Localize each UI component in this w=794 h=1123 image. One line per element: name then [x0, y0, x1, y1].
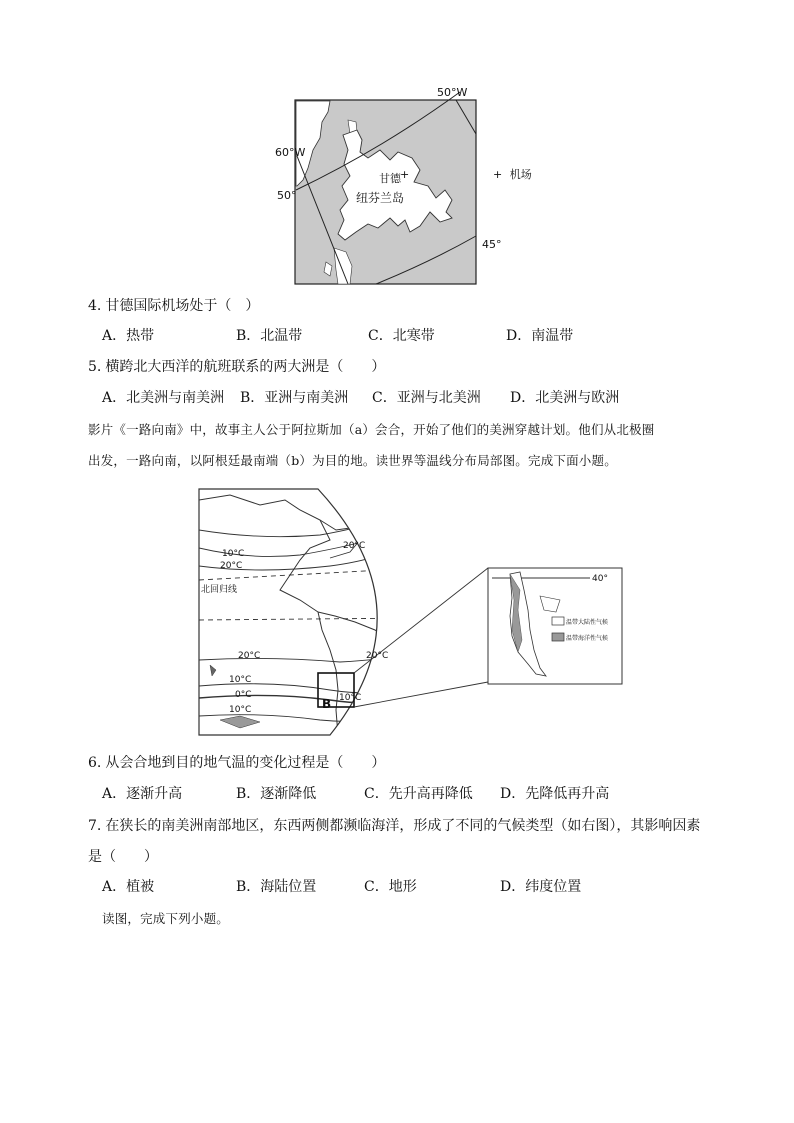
q6-option-a[interactable]: A．逐渐升高: [102, 786, 183, 802]
q5-option-a[interactable]: A．北美洲与南美洲: [102, 390, 225, 406]
q5-option-b[interactable]: B．亚洲与南美洲: [240, 390, 349, 406]
airport-legend-label: 机场: [509, 168, 532, 181]
q7-option-b[interactable]: B．海陆位置: [236, 879, 317, 895]
q5-option-c[interactable]: C．亚洲与北美洲: [372, 390, 481, 406]
q7-option-a[interactable]: A．植被: [102, 879, 155, 895]
isotherm-map: [195, 484, 635, 739]
question-text: 甘德国际机场处于（ ）: [105, 298, 260, 314]
footer-instruction: 读图，完成下列小题。: [102, 911, 230, 926]
q7-option-c[interactable]: C．地形: [364, 879, 417, 895]
inset-legend-1: 温带大陆性气候: [566, 619, 609, 626]
q4-option-c[interactable]: C．北寒带: [368, 328, 435, 344]
tropic-label: 北回归线: [201, 585, 238, 595]
lat-50-label: 50°: [277, 189, 297, 202]
iso-20c: 20°C: [238, 651, 261, 661]
question-number: 5.: [88, 359, 102, 375]
question-4-stem: [88, 296, 259, 316]
lon-60w-label: 60°W: [275, 146, 306, 159]
newfoundland-map: [270, 80, 570, 290]
iso-20d: 20°C: [366, 651, 389, 661]
question-text: 在狭长的南美洲南部地区，东西两侧都濒临海洋，形成了不同的气候类型（如右图），其影响因素: [105, 818, 701, 834]
iso-10d: 10°C: [339, 693, 362, 703]
iso-20b: 20°C: [343, 541, 366, 551]
lon-50w-label: 50°W: [437, 86, 468, 99]
q6-option-b[interactable]: B．逐渐降低: [236, 786, 317, 802]
city-gander-label: 甘德: [379, 172, 401, 185]
inset-lat-label: 40°: [592, 574, 608, 584]
q4-option-b[interactable]: B．北温带: [236, 328, 303, 344]
question-7-stem: [88, 816, 700, 836]
iso-0: 0°C: [235, 690, 252, 700]
q4-option-d[interactable]: D．南温带: [506, 328, 574, 344]
question-number: 6.: [88, 755, 102, 771]
q5-option-d[interactable]: D．北美洲与欧洲: [510, 390, 620, 406]
lat-45-label: 45°: [482, 238, 502, 251]
question-5-stem: [88, 357, 385, 377]
question-number: 7.: [88, 818, 102, 834]
airport-legend: [493, 166, 532, 182]
iso-10c: 10°C: [229, 705, 252, 715]
airport-icon: +: [493, 168, 503, 181]
q6-option-d[interactable]: D．先降低再升高: [500, 786, 610, 802]
inset-legend-2: 温带海洋性气候: [566, 635, 609, 642]
iso-20a: 20°C: [220, 561, 243, 571]
q4-option-a[interactable]: A．热带: [102, 328, 155, 344]
passage-line-1: 影片《一路向南》中，故事主人公于阿拉斯加（a）会合，开始了他们的美洲穿越计划。他们从北极圈: [88, 422, 655, 437]
q7-option-d[interactable]: D．纬度位置: [500, 879, 582, 895]
svg-text:+: +: [400, 168, 410, 181]
question-text: 横跨北大西洋的航班联系的两大洲是（ ）: [105, 359, 386, 375]
point-b-label: B: [322, 697, 332, 711]
question-6-stem: [88, 753, 385, 773]
question-number: 4.: [88, 298, 102, 314]
passage-line-2: 出发，一路向南，以阿根廷最南端（b）为目的地。读世界等温线分布局部图。完成下面小题。: [88, 453, 617, 468]
island-label: 纽芬兰岛: [356, 191, 405, 205]
question-7-stem-cont: 是（ ）: [88, 849, 158, 865]
question-text: 从会合地到目的地气温的变化过程是（ ）: [105, 755, 386, 771]
q6-option-c[interactable]: C．先升高再降低: [364, 786, 473, 802]
iso-10b: 10°C: [229, 675, 252, 685]
iso-10a: 10°C: [222, 549, 245, 559]
